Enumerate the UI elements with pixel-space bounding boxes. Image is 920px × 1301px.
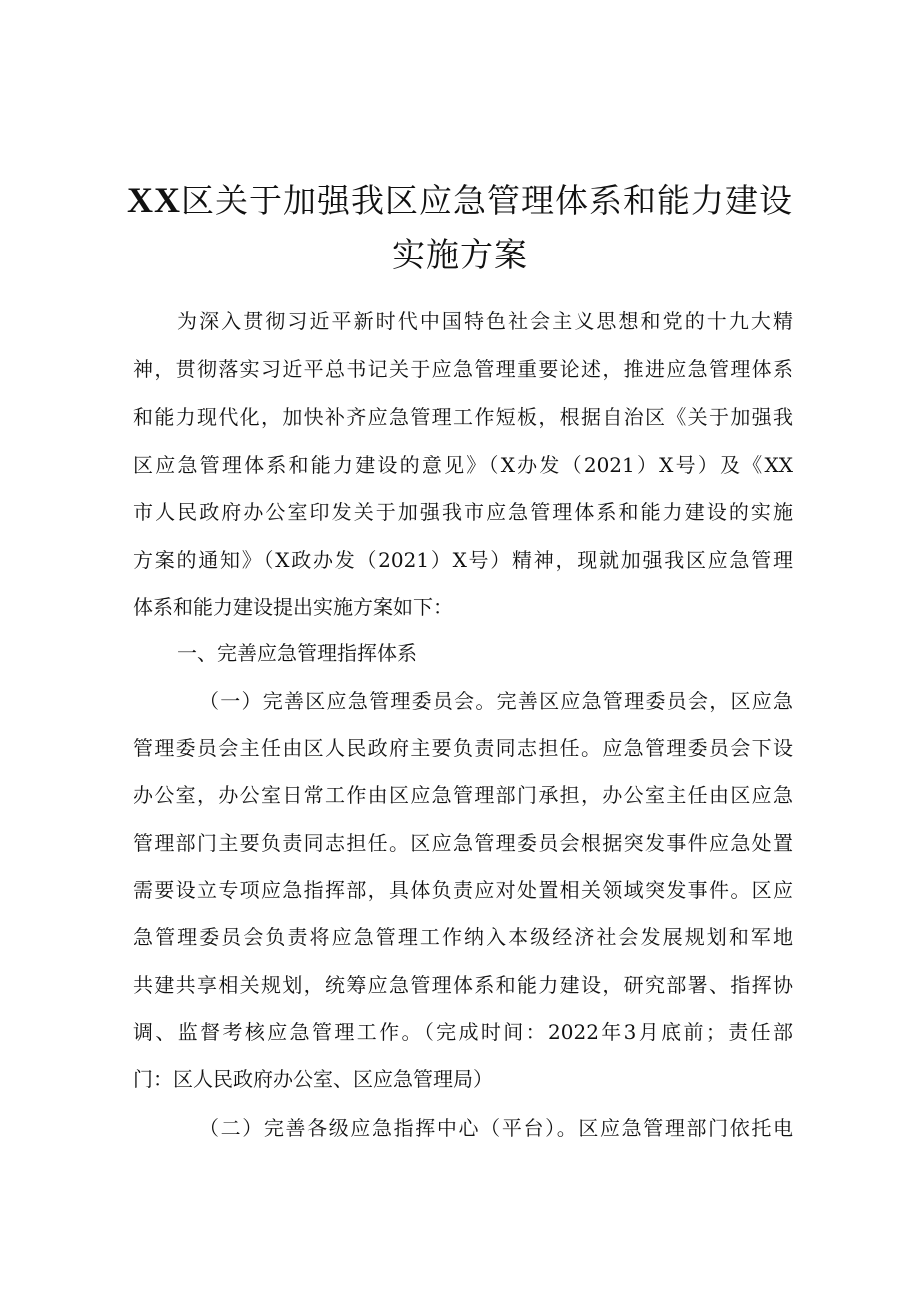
subsection-heading-2: （二）完善各级应急指挥中心（平台）。区应急管理部门依托电 [199,1116,793,1140]
body-line-11: 办公室，办公室日常工作由区应急管理部门承担，办公室主任由区应急 [133,783,793,807]
body-line-4: 区应急管理体系和能力建设的意见》（X办发（2021）X号）及《XX [133,453,793,477]
body-line-3: 和能力现代化，加快补齐应急管理工作短板，根据自治区《关于加强我 [133,405,793,429]
body-line-2: 神，贯彻落实习近平总书记关于应急管理重要论述，推进应急管理体系 [133,357,793,381]
subsection-heading-1: （一）完善区应急管理委员会。完善区应急管理委员会，区应急 [199,689,793,713]
body-line-17: 门：区人民政府办公室、区应急管理局） [133,1067,493,1091]
title-prefix: XX [127,180,181,220]
body-line-5: 市人民政府办公室印发关于加强我市应急管理体系和能力建设的实施 [133,500,793,524]
body-line-12: 管理部门主要负责同志担任。区应急管理委员会根据突发事件应急处置 [133,831,793,855]
document-title-line-1 [100,175,820,222]
body-line-16: 调、监督考核应急管理工作。（完成时间：2022年3月底前；责任部 [133,1020,793,1044]
body-line-1: 为深入贯彻习近平新时代中国特色社会主义思想和党的十九大精 [177,309,793,333]
title-text: 区关于加强我区应急管理体系和能力建设 [181,181,793,220]
body-line-6: 方案的通知》（X政办发（2021）X号）精神，现就加强我区应急管理 [133,548,793,572]
section-heading-1: 一、完善应急管理指挥体系 [177,641,417,665]
body-line-7: 体系和能力建设提出实施方案如下： [133,595,453,619]
document-title-line-2: 实施方案 [392,235,528,274]
body-line-14: 急管理委员会负责将应急管理工作纳入本级经济社会发展规划和军地 [133,925,793,949]
body-line-15: 共建共享相关规划，统筹应急管理体系和能力建设，研究部署、指挥协 [133,973,793,997]
body-line-10: 管理委员会主任由区人民政府主要负责同志担任。应急管理委员会下设 [133,736,793,760]
body-line-13: 需要设立专项应急指挥部，具体负责应对处置相关领域突发事件。区应 [133,878,793,902]
